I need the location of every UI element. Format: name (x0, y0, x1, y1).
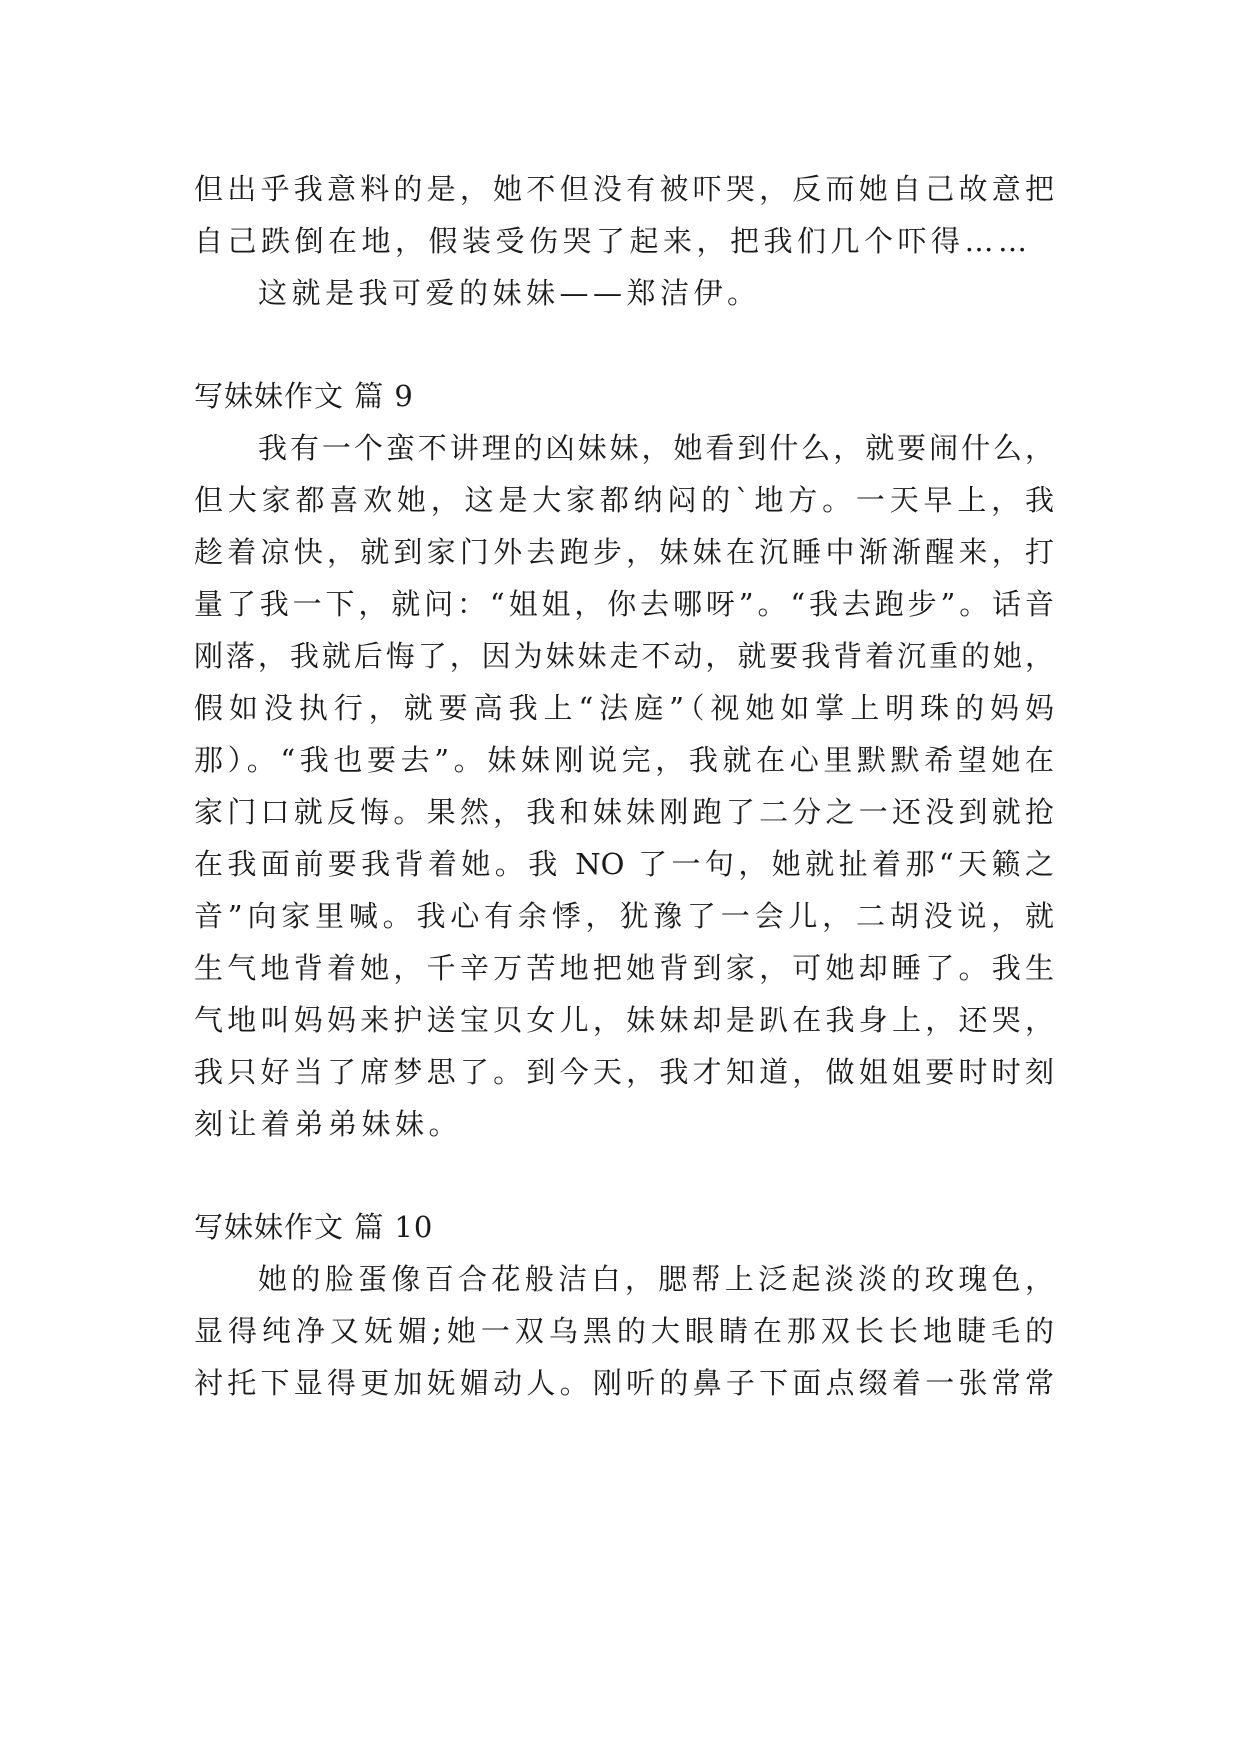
paragraph-line: 家门口就反悔。果然，我和妹妹刚跑了二分之一还没到就抢 (194, 795, 1054, 829)
paragraph-line: 但大家都喜欢她，这是大家都纳闷的`地方。一天早上，我 (194, 483, 1054, 517)
paragraph-line: 但出乎我意料的是，她不但没有被吓哭，反而她自己故意把 (194, 172, 1054, 206)
paragraph-line: 那）。“我也要去”。妹妹刚说完，我就在心里默默希望她在 (194, 743, 1054, 777)
paragraph-line: 我有一个蛮不讲理的凶妹妹，她看到什么，就要闹什么， (258, 431, 1054, 465)
paragraph-line: 刚落，我就后悔了，因为妹妹走不动，就要我背着沉重的她， (194, 639, 1054, 673)
paragraph-line: 这就是我可爱的妹妹——郑洁伊。 (258, 276, 761, 310)
paragraph-line: 音”向家里喊。我心有余悸，犹豫了一会儿，二胡没说，就 (194, 899, 1054, 933)
section-heading: 写妹妹作文 篇 10 (194, 1210, 434, 1244)
paragraph-line: 气地叫妈妈来护送宝贝女儿，妹妹却是趴在我身上，还哭， (194, 1003, 1054, 1037)
paragraph-line: 趁着凉快，就到家门外去跑步，妹妹在沉睡中渐渐醒来，打 (194, 535, 1054, 569)
paragraph-line: 刻让着弟弟妹妹。 (194, 1107, 463, 1141)
paragraph-line: 假如没执行，就要高我上“法庭”（视她如掌上明珠的妈妈 (194, 691, 1054, 725)
paragraph-line: 衬托下显得更加妩媚动人。刚听的鼻子下面点缀着一张常常 (194, 1366, 1054, 1400)
paragraph-line: 生气地背着她，千辛万苦地把她背到家，可她却睡了。我生 (194, 951, 1054, 985)
section-heading: 写妹妹作文 篇 9 (194, 379, 414, 413)
paragraph-line: 在我面前要我背着她。我 NO 了一句，她就扯着那“天籁之 (194, 847, 1054, 881)
paragraph-line: 显得纯净又妩媚;她一双乌黑的大眼睛在那双长长地睫毛的 (194, 1314, 1054, 1348)
paragraph-line: 她的脸蛋像百合花般洁白，腮帮上泛起淡淡的玫瑰色， (258, 1262, 1054, 1296)
paragraph-line: 量了我一下，就问：“姐姐，你去哪呀”。“我去跑步”。话音 (194, 587, 1054, 621)
paragraph-line: 自己跌倒在地，假装受伤哭了起来，把我们几个吓得…… (194, 224, 1032, 258)
paragraph-line: 我只好当了席梦思了。到今天，我才知道，做姐姐要时时刻 (194, 1055, 1054, 1089)
